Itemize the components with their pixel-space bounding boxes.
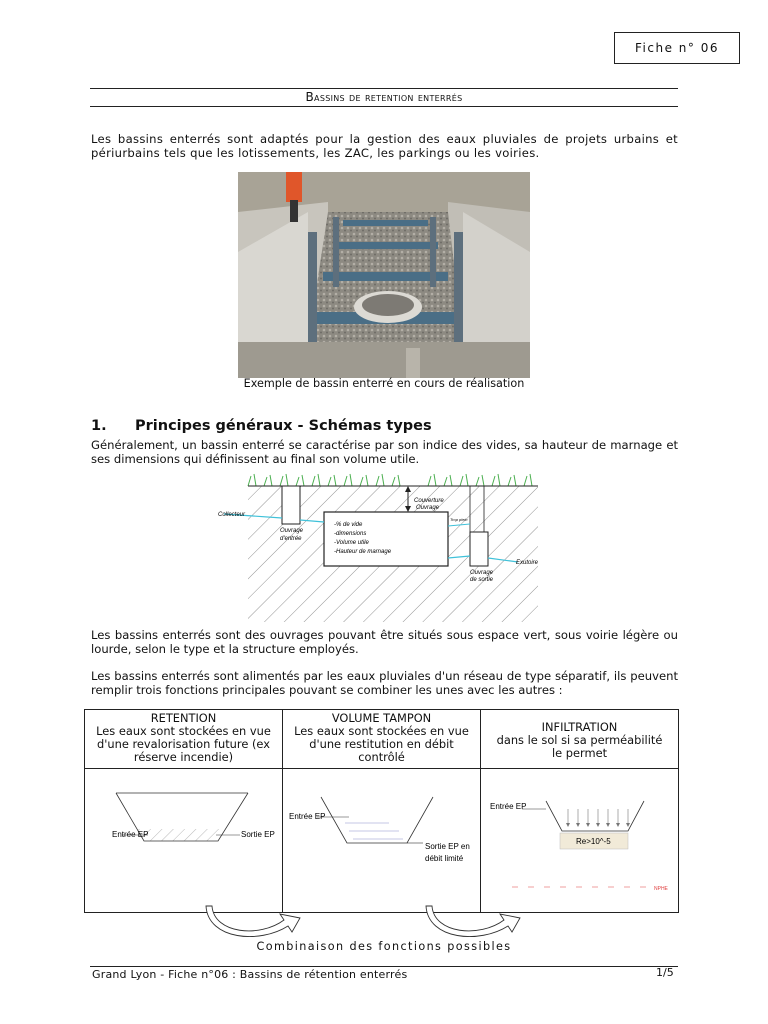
infiltration-nphe-label: NPHE [653, 886, 668, 892]
label-exutoire: Exutoire [516, 560, 538, 566]
infiltration-perm-label: Re>10^-5 [575, 837, 611, 846]
section-title: Principes généraux - Schémas types [135, 418, 432, 434]
section-paragraph-2: Les bassins enterrés sont des ouvrages pouvant être situés sous espace vert, sous voirie légère ou lourde, selon le type et la structure employés. [91, 628, 678, 656]
combination-arrows [200, 904, 540, 944]
label-dimensions: -dimensions [334, 531, 367, 537]
retention-diagram-cell [85, 769, 283, 913]
retention-desc: Les eaux sont stockées en vue d'une revalorisation future (ex réserve incendie) [96, 724, 271, 764]
page-number: 1/5 [656, 966, 674, 979]
infiltration-desc: dans le sol si sa perméabilité le permet [496, 732, 663, 760]
fiche-number-box [614, 32, 740, 64]
label-ouvrage-entree-1: Ouvrage [280, 528, 304, 534]
retention-diagram [86, 769, 282, 909]
intro-paragraph: Les bassins enterrés sont adaptés pour la gestion des eaux pluviales de projets urbains et périurbains tels que les lotissements, les ZAC, les parkings ou les voiries. [91, 132, 678, 160]
retention-title: RETENTION [150, 711, 217, 725]
label-trop-plein: Trop plein [450, 517, 468, 522]
tampon-sortie-label-2: débit limité [425, 854, 464, 863]
infiltration-diagram [482, 769, 678, 909]
infiltration-header-cell [481, 710, 679, 769]
tampon-entree-label: Entrée EP [289, 812, 326, 821]
tampon-title: VOLUME TAMPON [331, 711, 432, 725]
tampon-diagram-cell [283, 769, 481, 913]
label-volume: -Volume utile [334, 540, 369, 546]
label-ouvrage-entree-2: d'entrée [280, 536, 302, 542]
label-hauteur: -Hauteur de marnage [334, 549, 392, 555]
section-paragraph-1: Généralement, un bassin enterré se caractérise par son indice des vides, sa hauteur de marnage et ses dimensions qui définissent au final son volume utile. [91, 438, 678, 466]
combination-caption: Combinaison des fonctions possibles [256, 940, 512, 953]
label-couverture-2: Ouvrage [416, 505, 440, 511]
retention-entree-label: Entrée EP [111, 830, 148, 839]
footer-rule [90, 966, 678, 967]
buried-basin-schema [218, 470, 538, 622]
section-number: 1. [91, 418, 107, 434]
infiltration-diagram-cell [481, 769, 679, 913]
label-ouvrage-sortie-2: de sortie [470, 577, 494, 583]
functions-table [84, 709, 679, 913]
title-text: Bassins de retention enterrés [305, 90, 463, 104]
fiche-number: Fiche n° 06 [635, 41, 719, 55]
photo-caption: Exemple de bassin enterré en cours de réalisation [243, 377, 525, 390]
retention-header-cell [85, 710, 283, 769]
section-paragraph-3: Les bassins enterrés sont alimentés par les eaux pluviales d'un réseau de type séparatif, ils peuvent remplir trois fonctions principales pouvant se combiner les unes avec les autres : [91, 669, 678, 697]
document-title [90, 88, 678, 107]
tampon-diagram [283, 769, 481, 909]
label-vide: -% de vide [334, 522, 363, 528]
tampon-header-cell [283, 710, 481, 769]
label-couverture-1: Couverture [414, 498, 444, 504]
section-heading [91, 418, 432, 434]
label-collecteur: Collecteur [218, 512, 246, 518]
tampon-sortie-label-1: Sortie EP en [425, 842, 470, 851]
retention-sortie-label: Sortie EP [240, 830, 275, 839]
label-ouvrage-sortie-1: Ouvrage [470, 570, 494, 576]
footer-text: Grand Lyon - Fiche n°06 : Bassins de rétention enterrés [92, 968, 408, 981]
tampon-desc: Les eaux sont stockées en vue d'une restitution en débit contrôlé [294, 724, 469, 764]
infiltration-title: INFILTRATION [541, 719, 618, 734]
infiltration-entree-label: Entrée EP [489, 802, 526, 811]
construction-photo [238, 172, 530, 378]
